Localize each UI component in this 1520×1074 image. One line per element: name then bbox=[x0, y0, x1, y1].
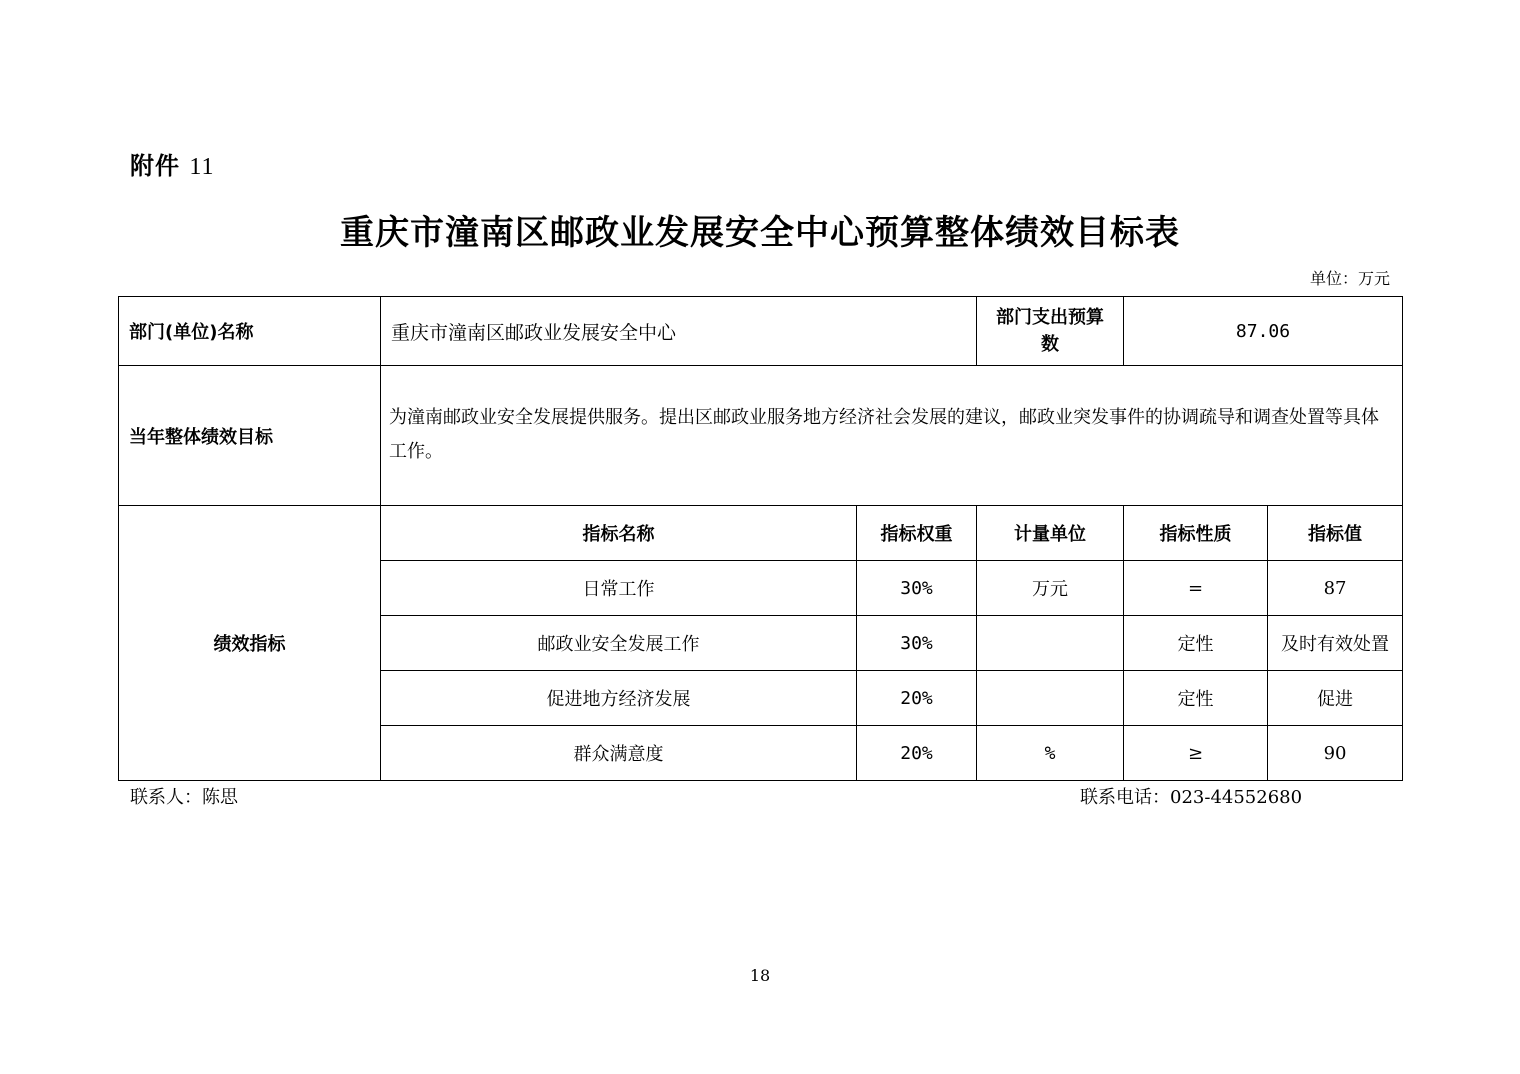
contact-phone: 联系电话：023-44552680 bbox=[1080, 787, 1303, 808]
attachment-label bbox=[130, 146, 214, 181]
indicator-nature: ≥ bbox=[1124, 726, 1268, 781]
indicator-unit: % bbox=[977, 726, 1124, 781]
indicator-name: 群众满意度 bbox=[381, 726, 857, 781]
indicator-value: 促进 bbox=[1268, 671, 1403, 726]
contact-person: 联系人：陈思 bbox=[130, 787, 238, 808]
indicator-weight: 30% bbox=[857, 616, 977, 671]
goal-text-cell bbox=[381, 366, 1403, 506]
indicator-unit: 万元 bbox=[977, 561, 1124, 616]
indicator-weight: 30% bbox=[857, 561, 977, 616]
dept-budget-label: 部门支出预算数 bbox=[977, 297, 1124, 366]
indicator-header-row bbox=[119, 506, 1403, 561]
indicator-name: 邮政业安全发展工作 bbox=[381, 616, 857, 671]
indicator-value: 87 bbox=[1268, 561, 1403, 616]
indicator-nature: 定性 bbox=[1124, 671, 1268, 726]
indicator-name: 促进地方经济发展 bbox=[381, 671, 857, 726]
indicator-weight: 20% bbox=[857, 671, 977, 726]
indicators-label: 绩效指标 bbox=[119, 506, 381, 781]
header-nature: 指标性质 bbox=[1124, 506, 1268, 561]
dept-name-value: 重庆市潼南区邮政业发展安全中心 bbox=[381, 297, 977, 366]
page-number: 18 bbox=[749, 966, 771, 985]
goal-row bbox=[119, 366, 1403, 506]
header-weight: 指标权重 bbox=[857, 506, 977, 561]
indicator-nature: = bbox=[1124, 561, 1268, 616]
indicator-value: 及时有效处置 bbox=[1268, 616, 1403, 671]
indicator-unit bbox=[977, 671, 1124, 726]
goal-text: 为潼南邮政业安全发展提供服务。提出区邮政业服务地方经济社会发展的建议，邮政业突发事件的协调疏导和调查处置等具体工作。 bbox=[389, 407, 1379, 462]
unit-label: 单位：万元 bbox=[1309, 269, 1390, 288]
header-unit: 计量单位 bbox=[977, 506, 1124, 561]
indicator-nature: 定性 bbox=[1124, 616, 1268, 671]
indicator-weight: 20% bbox=[857, 726, 977, 781]
indicator-unit bbox=[977, 616, 1124, 671]
indicator-value: 90 bbox=[1268, 726, 1403, 781]
performance-table bbox=[118, 296, 1403, 781]
attachment-number: 11 bbox=[189, 154, 215, 180]
dept-name-label: 部门(单位)名称 bbox=[119, 297, 381, 366]
goal-label: 当年整体绩效目标 bbox=[119, 366, 381, 506]
dept-row bbox=[119, 297, 1403, 366]
indicator-name: 日常工作 bbox=[381, 561, 857, 616]
attachment-text: 附件 bbox=[130, 152, 180, 180]
dept-budget-value: 87.06 bbox=[1124, 297, 1403, 366]
header-value: 指标值 bbox=[1268, 506, 1403, 561]
header-name: 指标名称 bbox=[381, 506, 857, 561]
page-title: 重庆市潼南区邮政业发展安全中心预算整体绩效目标表 bbox=[340, 213, 1180, 253]
